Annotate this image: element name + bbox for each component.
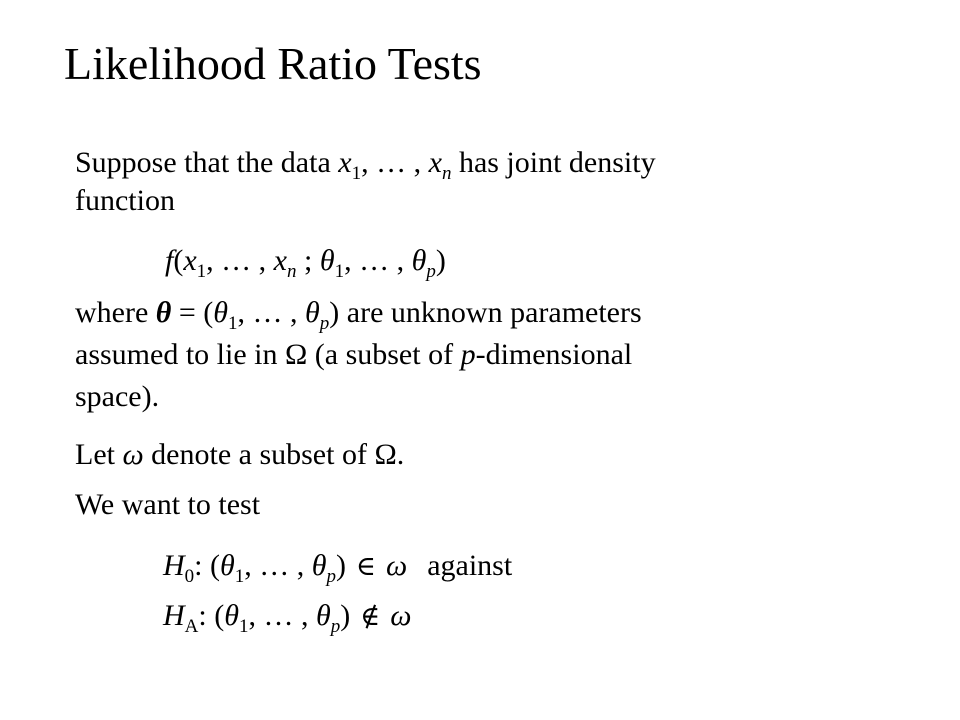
not-element-of-icon: ∉ <box>360 601 381 632</box>
slide-title: Likelihood Ratio Tests <box>64 38 482 89</box>
parameter-space-line: assumed to lie in Ω (a subset of p-dimensional <box>75 338 633 371</box>
null-hypothesis: $H_0$: ($\theta_1$, … , $\theta_p$) ∈ ω against <box>163 549 513 587</box>
alternative-hypothesis: $H_A$: ($\theta_1$, … , $\theta_p$) ∉ ω <box>163 599 412 637</box>
intro-line-cont: function <box>75 184 175 217</box>
parameters-line: where $\theta = (\theta_1$, … , $\theta_p$) are unknown parameters <box>75 296 642 334</box>
intro-line: Suppose that the data $x_1$, … , $x_n$ has joint density <box>75 146 656 184</box>
density-formula: $f(x_1$, … , $x_n$ ; $\theta_1$, … , $\theta_p$) <box>165 244 446 282</box>
subset-line: Let ω denote a subset of Ω. <box>75 438 405 471</box>
element-of-icon: ∈ <box>356 551 376 582</box>
test-intro-line: We want to test <box>75 488 261 521</box>
space-line: space). <box>75 380 160 413</box>
